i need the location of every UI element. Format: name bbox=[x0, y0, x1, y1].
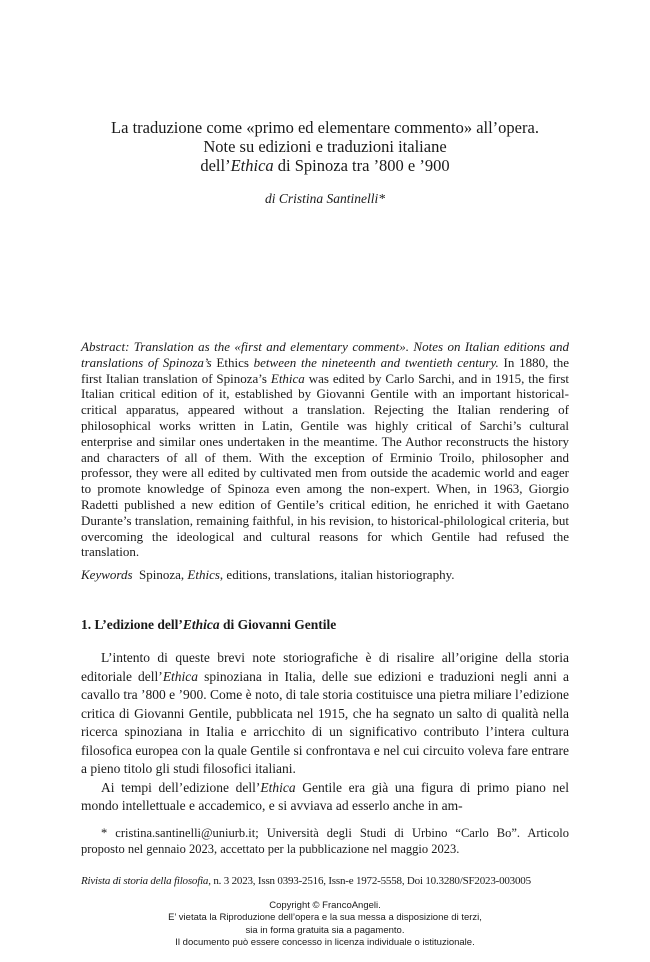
abstract-title-part-2: between the nineteenth and twentieth century. bbox=[248, 354, 499, 370]
section-heading-italic: Ethica bbox=[182, 617, 220, 632]
journal-details: , n. 3 2023, Issn 0393-2516, Issn-e 1972-5558, Doi 10.3280/SF2023-003005 bbox=[208, 875, 531, 887]
abstract-text-part-1: In 1880, the first Italian translation of Spinoza’s bbox=[81, 354, 570, 386]
copyright-notice bbox=[60, 900, 590, 950]
journal-name: Rivista di storia della filosofia bbox=[81, 875, 209, 887]
title-line-3-suffix: di Spinoza tra ’800 e ’900 bbox=[273, 156, 450, 175]
title-line-3-italic: Ethica bbox=[230, 156, 274, 175]
paragraph-2-part-b: Gentile era già una figura di primo piano nel mondo intellettuale e accademico, e si avviava ad esserlo anche in am- bbox=[81, 779, 569, 813]
abstract-title-part-1: : Translation as the «first and elementary comment». Notes on Italian editions and translations of Spinoza’s bbox=[81, 339, 569, 370]
paragraph-1-part-a: L’intento di queste brevi note storiografiche è di risalire all’origine della storia editoriale dell’ bbox=[81, 650, 569, 684]
abstract-text-italic: Ethica bbox=[270, 370, 305, 386]
abstract bbox=[81, 339, 569, 560]
keywords-text-2: , editions, translations, italian historiography. bbox=[219, 567, 455, 582]
body-text bbox=[81, 649, 569, 816]
author-byline: di Cristina Santinelli* bbox=[264, 191, 385, 206]
abstract-text-part-2: was edited by Carlo Sarchi, and in 1915, the first Italian critical edition of it, established by Giovanni Gentile with an important historical-critical apparatus, appeared without a translation. Rejecting the Italian rendering of philosophical works written in Latin, Gentile was highly critical of Sarchi’s cultural enterprise and similar ones undertaken in the meantime. The Author reconstructs the history and characters of all of them. With the exception of Erminio Troilo, philosopher and professor, they were all edited by cultivated men from outside the academic world and eager to promote knowledge of Spinoza even among the non-expert. When, in 1963, Giorgio Radetti published a new edition of Gentile’s critical edition, he enriched it with Gaetano Durante’s translation, remaining faithful, in his revision, to historical-philological criteria, but overcoming the ideological and cultural reasons for which Gentile had refused the translation. bbox=[81, 370, 570, 560]
paragraph-2-italic: Ethica bbox=[260, 779, 296, 795]
section-heading-suffix: di Giovanni Gentile bbox=[219, 617, 337, 632]
title-line-2: Note su edizioni e traduzioni italiane bbox=[203, 137, 447, 156]
title-line-3 bbox=[60, 156, 590, 175]
paragraph-2 bbox=[81, 779, 569, 816]
section-heading bbox=[81, 617, 569, 633]
copyright-line-1: Copyright © FrancoAngeli. bbox=[269, 900, 381, 911]
keywords-italic: Ethics bbox=[187, 567, 220, 582]
copyright-line-4: Il documento può essere concesso in licenza individuale o istituzionale. bbox=[175, 937, 475, 949]
paragraph-1-italic: Ethica bbox=[162, 668, 199, 684]
journal-citation bbox=[81, 875, 601, 887]
paragraph-2-part-a: Ai tempi dell’edizione dell’ bbox=[101, 779, 261, 795]
section-heading-prefix: 1. L’edizione dell’ bbox=[81, 617, 183, 632]
paragraph-1 bbox=[81, 649, 569, 779]
abstract-title-roman: Ethics bbox=[216, 354, 249, 370]
keywords bbox=[81, 567, 569, 583]
paragraph-1-part-b: spinoziana in Italia, delle sue edizioni e traduzioni negli anni a cavallo tra ’800 e ’900. Come è noto, di tale storia costituisce una pietra miliare l’edizione critica di Giovanni Gentile, pubblicata nel 1915, che ha segnato un salto di qualità nella ricerca spinoziana in Italia e arricchito di un significativo contributo l’intera cultura filosofica europea con la quale Gentile si confrontava e nel cui circuito voleva fare entrare a pieno titolo gli studi filosofici italiani. bbox=[81, 668, 570, 776]
footnote: * cristina.santinelli@uniurb.it; Università degli Studi di Urbino “Carlo Bo”. Articolo proposto nel gennaio 2023, accettato per la pubblicazione nel maggio 2023. bbox=[81, 826, 569, 856]
copyright-line-2: E’ vietata la Riproduzione dell’opera e la sua messa a disposizione di terzi, bbox=[168, 912, 482, 924]
article-title bbox=[60, 118, 590, 175]
keywords-label: Keywords bbox=[81, 567, 133, 582]
keywords-text-1: Spinoza, bbox=[132, 567, 188, 582]
copyright-line-3: sia in forma gratuita sia a pagamento. bbox=[245, 924, 405, 936]
title-line-3-prefix: dell’ bbox=[200, 156, 231, 175]
title-line-1: La traduzione come «primo ed elementare commento» all’opera. bbox=[111, 118, 539, 137]
abstract-label: Abstract bbox=[81, 339, 126, 354]
